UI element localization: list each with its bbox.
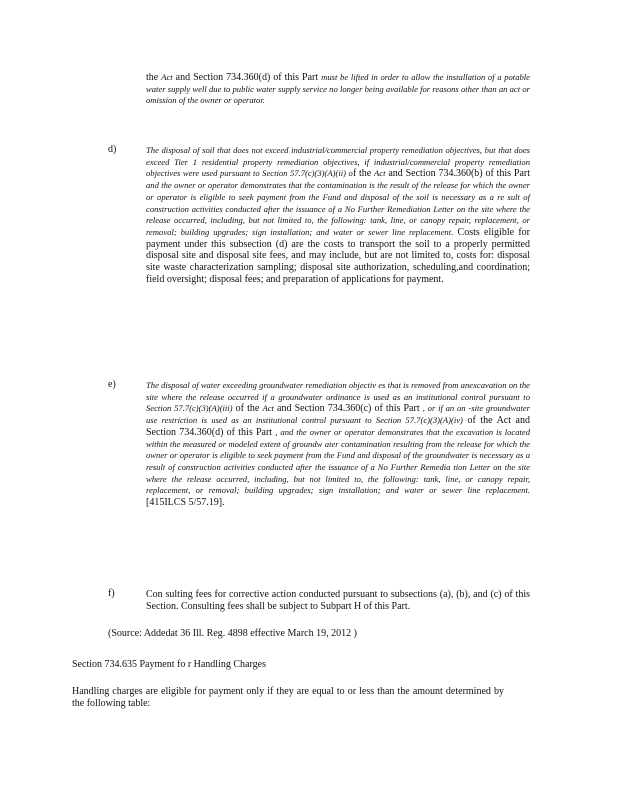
text-run: and Section 734.360(d) of this Part — [172, 72, 322, 83]
item-d-text — [146, 145, 530, 285]
item-f-text: Con sulting fees for corrective action conducted pursuant to subsections (a), (b), and (c) of this Section. Consulting fees shall be subject to Subpart H of this Part. — [146, 589, 530, 612]
text-run: Costs eligible for payment under this subsection (d) are the costs to transport the soil to a properly permitted disposal site and disposal site fees, and may include, but are not limited to, costs for: disposal site waste characterization sampling; disposal site authorization, scheduling,and coordination; field oversight; disposal fees; and preparation of applications for payment. — [146, 226, 530, 285]
text-run: , or if an on -site groundwater use restriction is used as an institutional control pursuant to Section 57.7(c)(3)(A)(iv) — [146, 403, 531, 426]
text-run: must be lifted in order to allow the installation of a potable water supply well due to public water supply service no longer being available for reasons other than an act or omission of the owner or operator. — [146, 72, 530, 106]
text-run: of the — [232, 403, 263, 415]
text-run: and the owner or operator demonstrates that the contamination is the result of the release for which the owner or operator is eligible to seek payment from the Fund and disposal of the soil is necessary as a re sult of construction activities conducted after the issuance of a No Further Remediation Letter on the site where the release occurred, including, but not limited to, the following: tank, line, or canopy repair, replacement, or removal; building upgrades; sign installation; and water or sewer line replacement. — [146, 180, 530, 237]
intro-paragraph — [146, 72, 530, 107]
item-f-label: f) — [108, 588, 115, 599]
text-run: and Section 734.360(c) of this Part — [273, 403, 423, 415]
item-e-label: e) — [108, 379, 116, 390]
text-run: and Section 734.360(b) of this Part — [385, 168, 531, 180]
text-run: Act — [374, 168, 386, 179]
text-run: f the — [352, 168, 375, 180]
section-heading: Section 734.635 Payment fo r Handling Charges — [72, 659, 266, 670]
text-run: of the Act and Section 734.360(d) of this Part — [146, 415, 530, 438]
text-run: Act — [161, 72, 173, 82]
text-run: Act — [262, 403, 274, 414]
item-d-label: d) — [108, 144, 117, 155]
text-run: the — [146, 72, 162, 83]
closing-paragraph: Handling charges are eligible for payment only if they are equal to or less than the amount determined by the following table: — [72, 686, 504, 709]
source-note: (Source: Addedat 36 Ill. Reg. 4898 effective March 19, 2012 ) — [108, 628, 357, 639]
text-run: The disposal of soil that does not exceed industrial/commercial property remediation objectives, but that does exceed Tier 1 residential property remediation objectives, if industrial/commercial property remediation objectives were used pursuant to Section 57.7(c)(3)(A)(ii) o — [146, 145, 530, 179]
text-run: , and the owner or operator demonstrates that the excavation is located within the measured or modeled extent of groundw ater contamination resulting from the release for which the owner or operator is eligible to seek payment from the Fund and disposal of the groundwater is necessary as a result of construction activities conducted after the issuance of a No Further Remedia tion Letter on the site where the release occurred, including, but not limited to, the following: tank, line, or canopy repair, replacement, or removal; building upgrades; sign installation; and water or sewer line replacement. — [146, 426, 530, 496]
text-run: [415ILCS 5/57.19]. — [146, 497, 225, 509]
text-run: The disposal of water exceeding groundwater remediation objectiv es that is removed from anexcavation on the site where the release occurred if a groundwater ordinance is used as an institutional control pursuant to Section 57.7(c)(3)(A)(iii) — [146, 380, 530, 414]
item-e-text — [146, 380, 530, 509]
